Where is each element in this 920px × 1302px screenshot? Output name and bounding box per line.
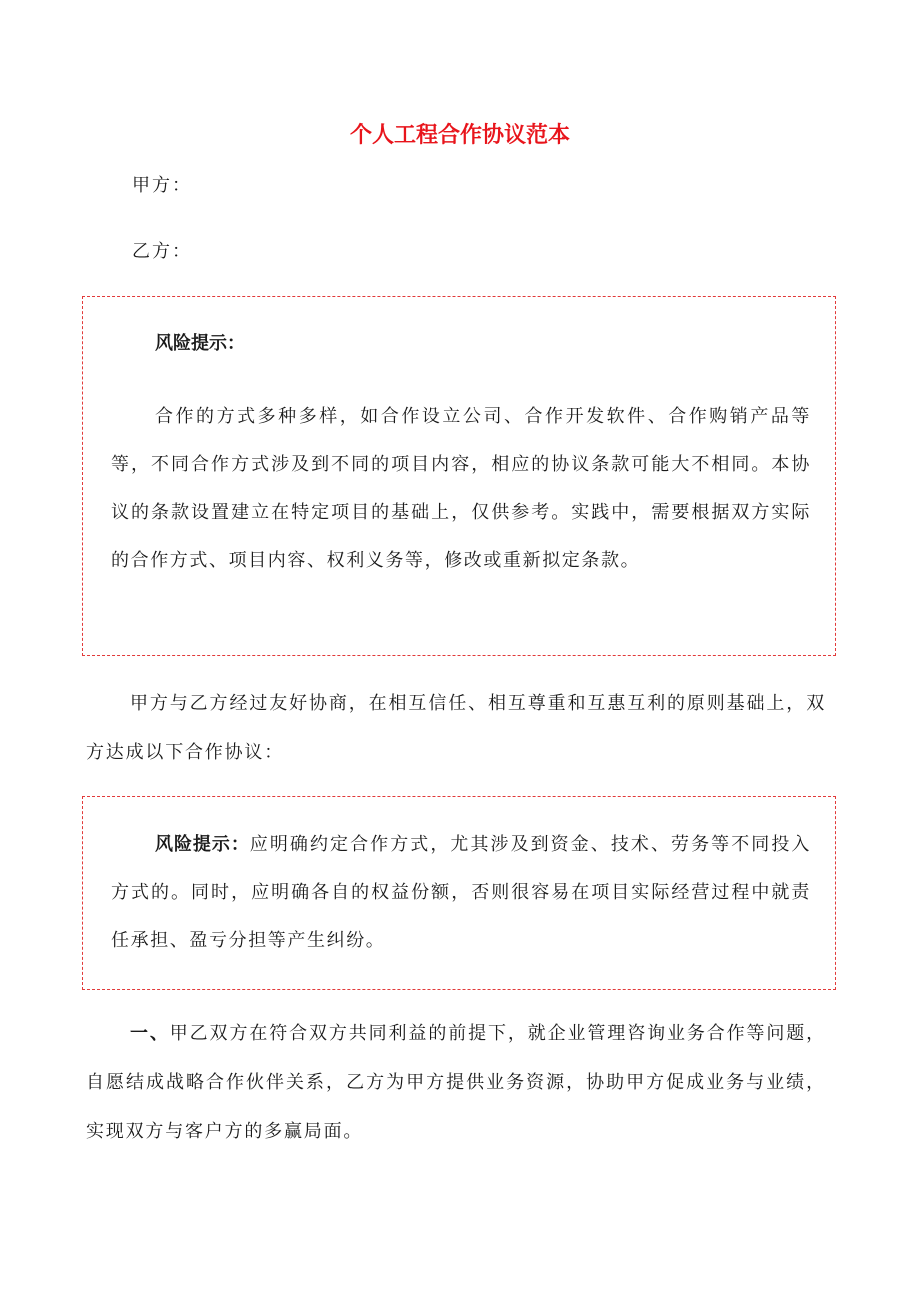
risk-notice-text: 合作的方式多种多样，如合作设立公司、合作开发软件、合作购销产品等等，不同合作方式涉及到不同的项目内容，相应的协议条款可能大不相同。本协议的条款设置建立在特定项目的基础上，仅供参考。实践中，需要根据双方实际的合作方式、项目内容、权利义务等，修改或重新拟定条款。: [111, 406, 811, 571]
clause-text: 甲乙双方在符合双方共同利益的前提下，就企业管理咨询业务合作等问题，自愿结成战略合作伙伴关系，乙方为甲方提供业务资源，协助甲方促成业务与业绩，实现双方与客户方的多赢局面。: [86, 1023, 826, 1142]
document-title: 个人工程合作协议范本: [349, 123, 570, 148]
party-b-label: 乙方：: [132, 241, 192, 262]
risk-notice-heading: 风险提示：: [155, 333, 245, 354]
risk-notice-box-2: [82, 796, 836, 990]
clause-number: 一、: [130, 1023, 170, 1044]
clause-1-paragraph: [86, 1009, 826, 1156]
risk-notice-heading: 风险提示：: [155, 834, 250, 855]
intro-paragraph: 甲方与乙方经过友好协商，在相互信任、相互尊重和互惠互利的原则基础上，双方达成以下合作协议：: [86, 693, 826, 763]
risk-notice-box-1: [82, 296, 836, 656]
risk-notice-paragraph: [111, 821, 811, 965]
party-a-label: 甲方：: [132, 175, 192, 196]
risk-notice-text: 应明确约定合作方式，尤其涉及到资金、技术、劳务等不同投入方式的。同时，应明确各自的权益份额，否则很容易在项目实际经营过程中就责任承担、盈亏分担等产生纠纷。: [111, 834, 811, 951]
